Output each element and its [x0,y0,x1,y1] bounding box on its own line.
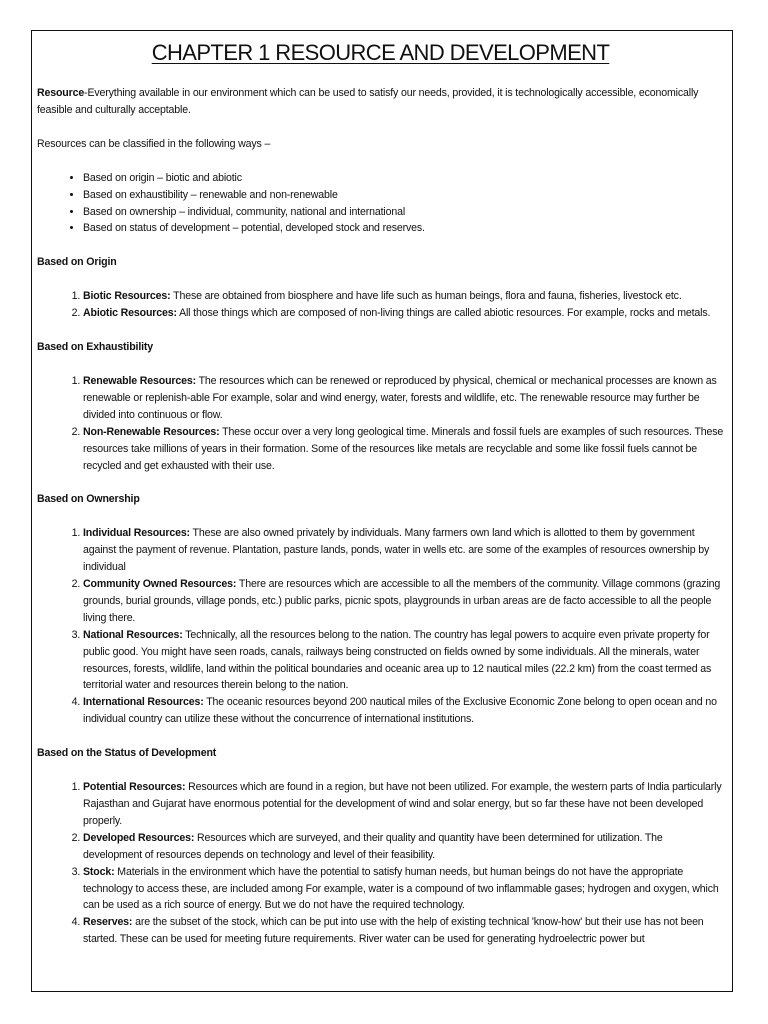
list-item: 2. Non-Renewable Resources: These occur over a very long geological time. Minerals and fossil fuels are examples of such resources. These resources take millions of years in their formation. Some of the resources like metals are recyclable and some like fossil fuels cannot be recycled and get exhausted with their use. [83,424,724,475]
section-heading-exhaustibility: Based on Exhaustibility [37,341,154,354]
list-item: 1. Biotic Resources: These are obtained from biosphere and have life such as human beings, flora and fauna, fisheries, livestock etc. [83,288,724,305]
list-item: • Based on origin – biotic and abiotic [83,170,724,187]
list-item: • Based on exhaustibility – renewable and non-renewable [83,187,724,204]
section-heading-ownership: Based on Ownership [37,493,140,506]
development-list [37,779,724,948]
list-item: 4. International Resources: The oceanic resources beyond 200 nautical miles of the Exclusive Economic Zone belong to open ocean and no individual country can utilize these without the concurrence of international institutions. [83,694,724,728]
section-heading-origin: Based on Origin [37,256,117,269]
section-heading-development: Based on the Status of Development [37,747,217,760]
ownership-list [37,525,724,728]
list-item: 1. Individual Resources: These are also owned privately by individuals. Many farmers own land which is allotted to them by government against the payment of revenue. Plantation, pasture lands, ponds, water in wells etc. are some of the examples of resources ownership by individual [83,525,724,576]
list-item: 3. National Resources: Technically, all the resources belong to the nation. The country has legal powers to acquire even private property for public good. You might have seen roads, canals, railways being constructed on fields owned by some individuals. All the minerals, water resources, forests, wildlife, land within the political boundaries and oceanic area up to 12 nautical miles (22.2 km) from the coast termed as territorial water and resources therein belong to the nation. [83,627,724,695]
list-item: 4. Reserves: are the subset of the stock, which can be put into use with the help of existing technical 'know-how' but their use has not been started. These can be used for meeting future requirements. River water can be used for generating hydroelectric power but [83,914,724,948]
list-item: 1. Potential Resources: Resources which are found in a region, but have not been utilized. For example, the western parts of India particularly Rajasthan and Gujarat have enormous potential for the development of wind and solar energy, but so far these have not been developed properly. [83,779,724,830]
resource-definition [37,85,724,119]
origin-list [37,288,724,322]
list-item: 2. Abiotic Resources: All those things which are composed of non-living things are called abiotic resources. For example, rocks and metals. [83,305,724,322]
classification-list [37,170,724,238]
document-content [32,31,732,948]
list-item: • Based on status of development – potential, developed stock and reserves. [83,220,724,237]
list-item: • Based on ownership – individual, community, national and international [83,204,724,221]
list-item: 2. Community Owned Resources: There are resources which are accessible to all the members of the community. Village commons (grazing grounds, burial grounds, village ponds, etc.) public parks, picnic spots, playgrounds in urban areas are de facto accessible to all the people living there. [83,576,724,627]
exhaustibility-list [37,373,724,474]
resource-term: Resource [37,87,85,99]
list-item: 2. Developed Resources: Resources which are surveyed, and their quality and quantity have been determined for utilization. The development of resources depends on technology and level of their feasibility. [83,830,724,864]
resource-definition-text: -Everything available in our environment which can be used to satisfy our needs, provided, it is technologically accessible, economically feasible and culturally acceptable. [37,87,699,116]
list-item: 3. Stock: Materials in the environment which have the potential to satisfy human needs, but human beings do not have the appropriate technology to access these, are included among For example, water is a compound of two inflammable gases; hydrogen and oxygen, which can be used as a rich source of energy. But we do not have the required technology. [83,864,724,915]
classification-intro: Resources can be classified in the following ways – [37,137,271,150]
list-item: 1. Renewable Resources: The resources which can be renewed or reproduced by physical, chemical or mechanical processes are known as renewable or replenish-able For example, solar and wind energy, water, forests and wildlife, etc. The renewable resource may further be divided into continuous or flow. [83,373,724,424]
document-page [31,30,733,992]
page-title: CHAPTER 1 RESOURCE AND DEVELOPMENT [151,40,610,65]
